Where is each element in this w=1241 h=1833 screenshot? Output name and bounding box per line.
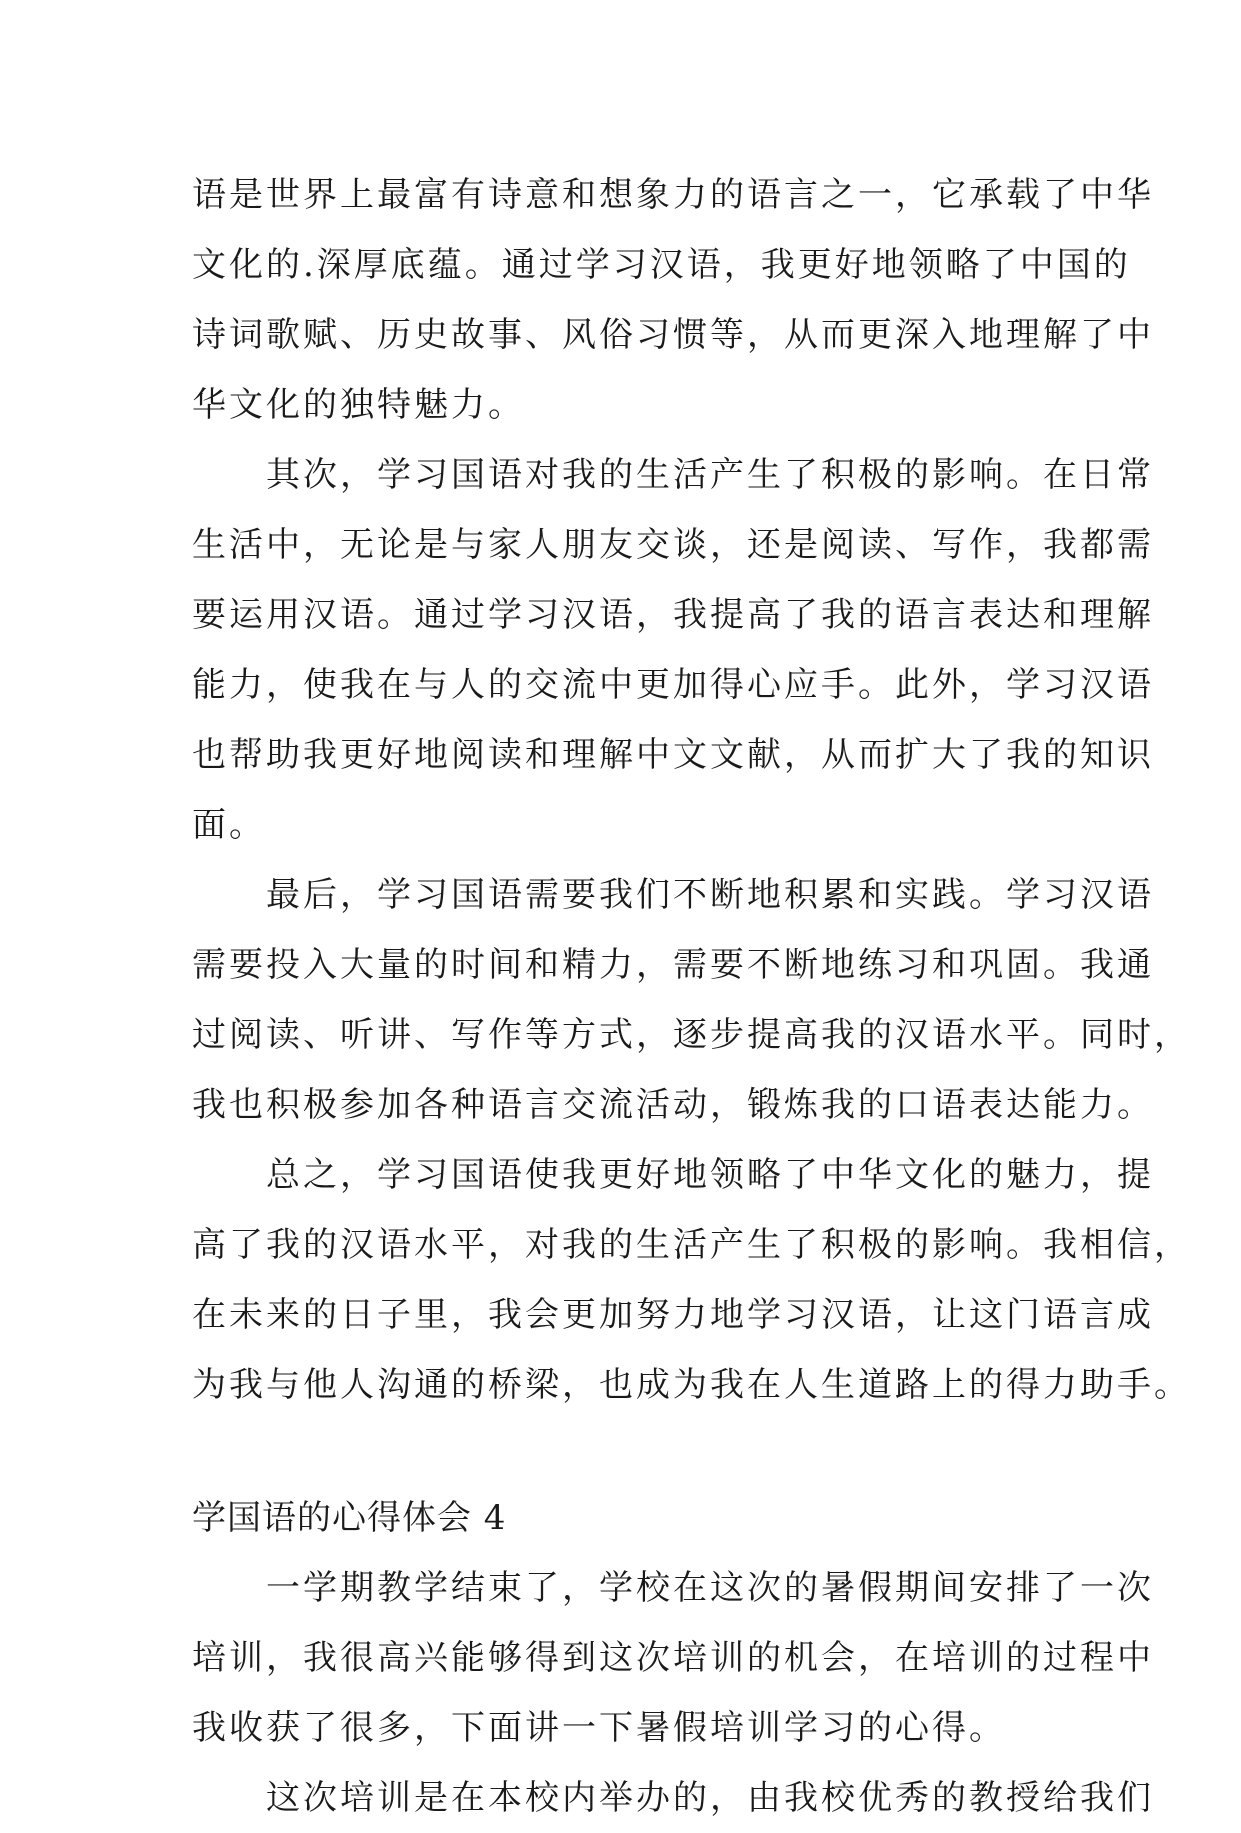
text-line: 语是世界上最富有诗意和想象力的语言之一，它承载了中华: [192, 175, 1154, 215]
text-line: 在未来的日子里，我会更加努力地学习汉语，让这门语言成: [192, 1295, 1154, 1335]
body-text-bottom: [192, 1553, 1154, 1833]
text-line: 也帮助我更好地阅读和理解中文文献，从而扩大了我的知识: [192, 735, 1154, 775]
text-line: 要运用汉语。通过学习汉语，我提高了我的语言表达和理解: [192, 595, 1154, 635]
section-gap: [192, 1420, 1052, 1483]
text-line: 一学期教学结束了，学校在这次的暑假期间安排了一次: [192, 1568, 1154, 1608]
text-line: 面。: [192, 805, 266, 845]
text-line: 能力，使我在与人的交流中更加得心应手。此外，学习汉语: [192, 665, 1154, 705]
text-line: 最后，学习国语需要我们不断地积累和实践。学习汉语: [192, 875, 1154, 915]
text-line: 培训，我很高兴能够得到这次培训的机会，在培训的过程中: [192, 1638, 1154, 1678]
text-line: 我收获了很多，下面讲一下暑假培训学习的心得。: [192, 1708, 1006, 1748]
section-title: 学国语的心得体会 4: [192, 1498, 507, 1538]
text-line: 高了我的汉语水平，对我的生活产生了积极的影响。我相信，: [192, 1225, 1191, 1265]
body-text-top: [192, 160, 1191, 1420]
text-line: 其次，学习国语对我的生活产生了积极的影响。在日常: [192, 455, 1154, 495]
text-line: 文化的.深厚底蕴。通过学习汉语，我更好地领略了中国的: [192, 245, 1131, 285]
text-line: 我也积极参加各种语言交流活动，锻炼我的口语表达能力。: [192, 1085, 1154, 1125]
text-line: 生活中，无论是与家人朋友交谈，还是阅读、写作，我都需: [192, 525, 1154, 565]
document-page: [192, 160, 1191, 1833]
text-line: 华文化的独特魅力。: [192, 385, 525, 425]
text-line: 总之，学习国语使我更好地领略了中华文化的魅力，提: [192, 1155, 1154, 1195]
text-line: 诗词歌赋、历史故事、风俗习惯等，从而更深入地理解了中: [192, 315, 1154, 355]
text-line: 过阅读、听讲、写作等方式，逐步提高我的汉语水平。同时，: [192, 1015, 1191, 1055]
text-line: 这次培训是在本校内举办的，由我校优秀的教授给我们: [192, 1778, 1154, 1818]
text-line: 为我与他人沟通的桥梁，也成为我在人生道路上的得力助手。: [192, 1365, 1191, 1405]
text-line: 需要投入大量的时间和精力，需要不断地练习和巩固。我通: [192, 945, 1154, 985]
